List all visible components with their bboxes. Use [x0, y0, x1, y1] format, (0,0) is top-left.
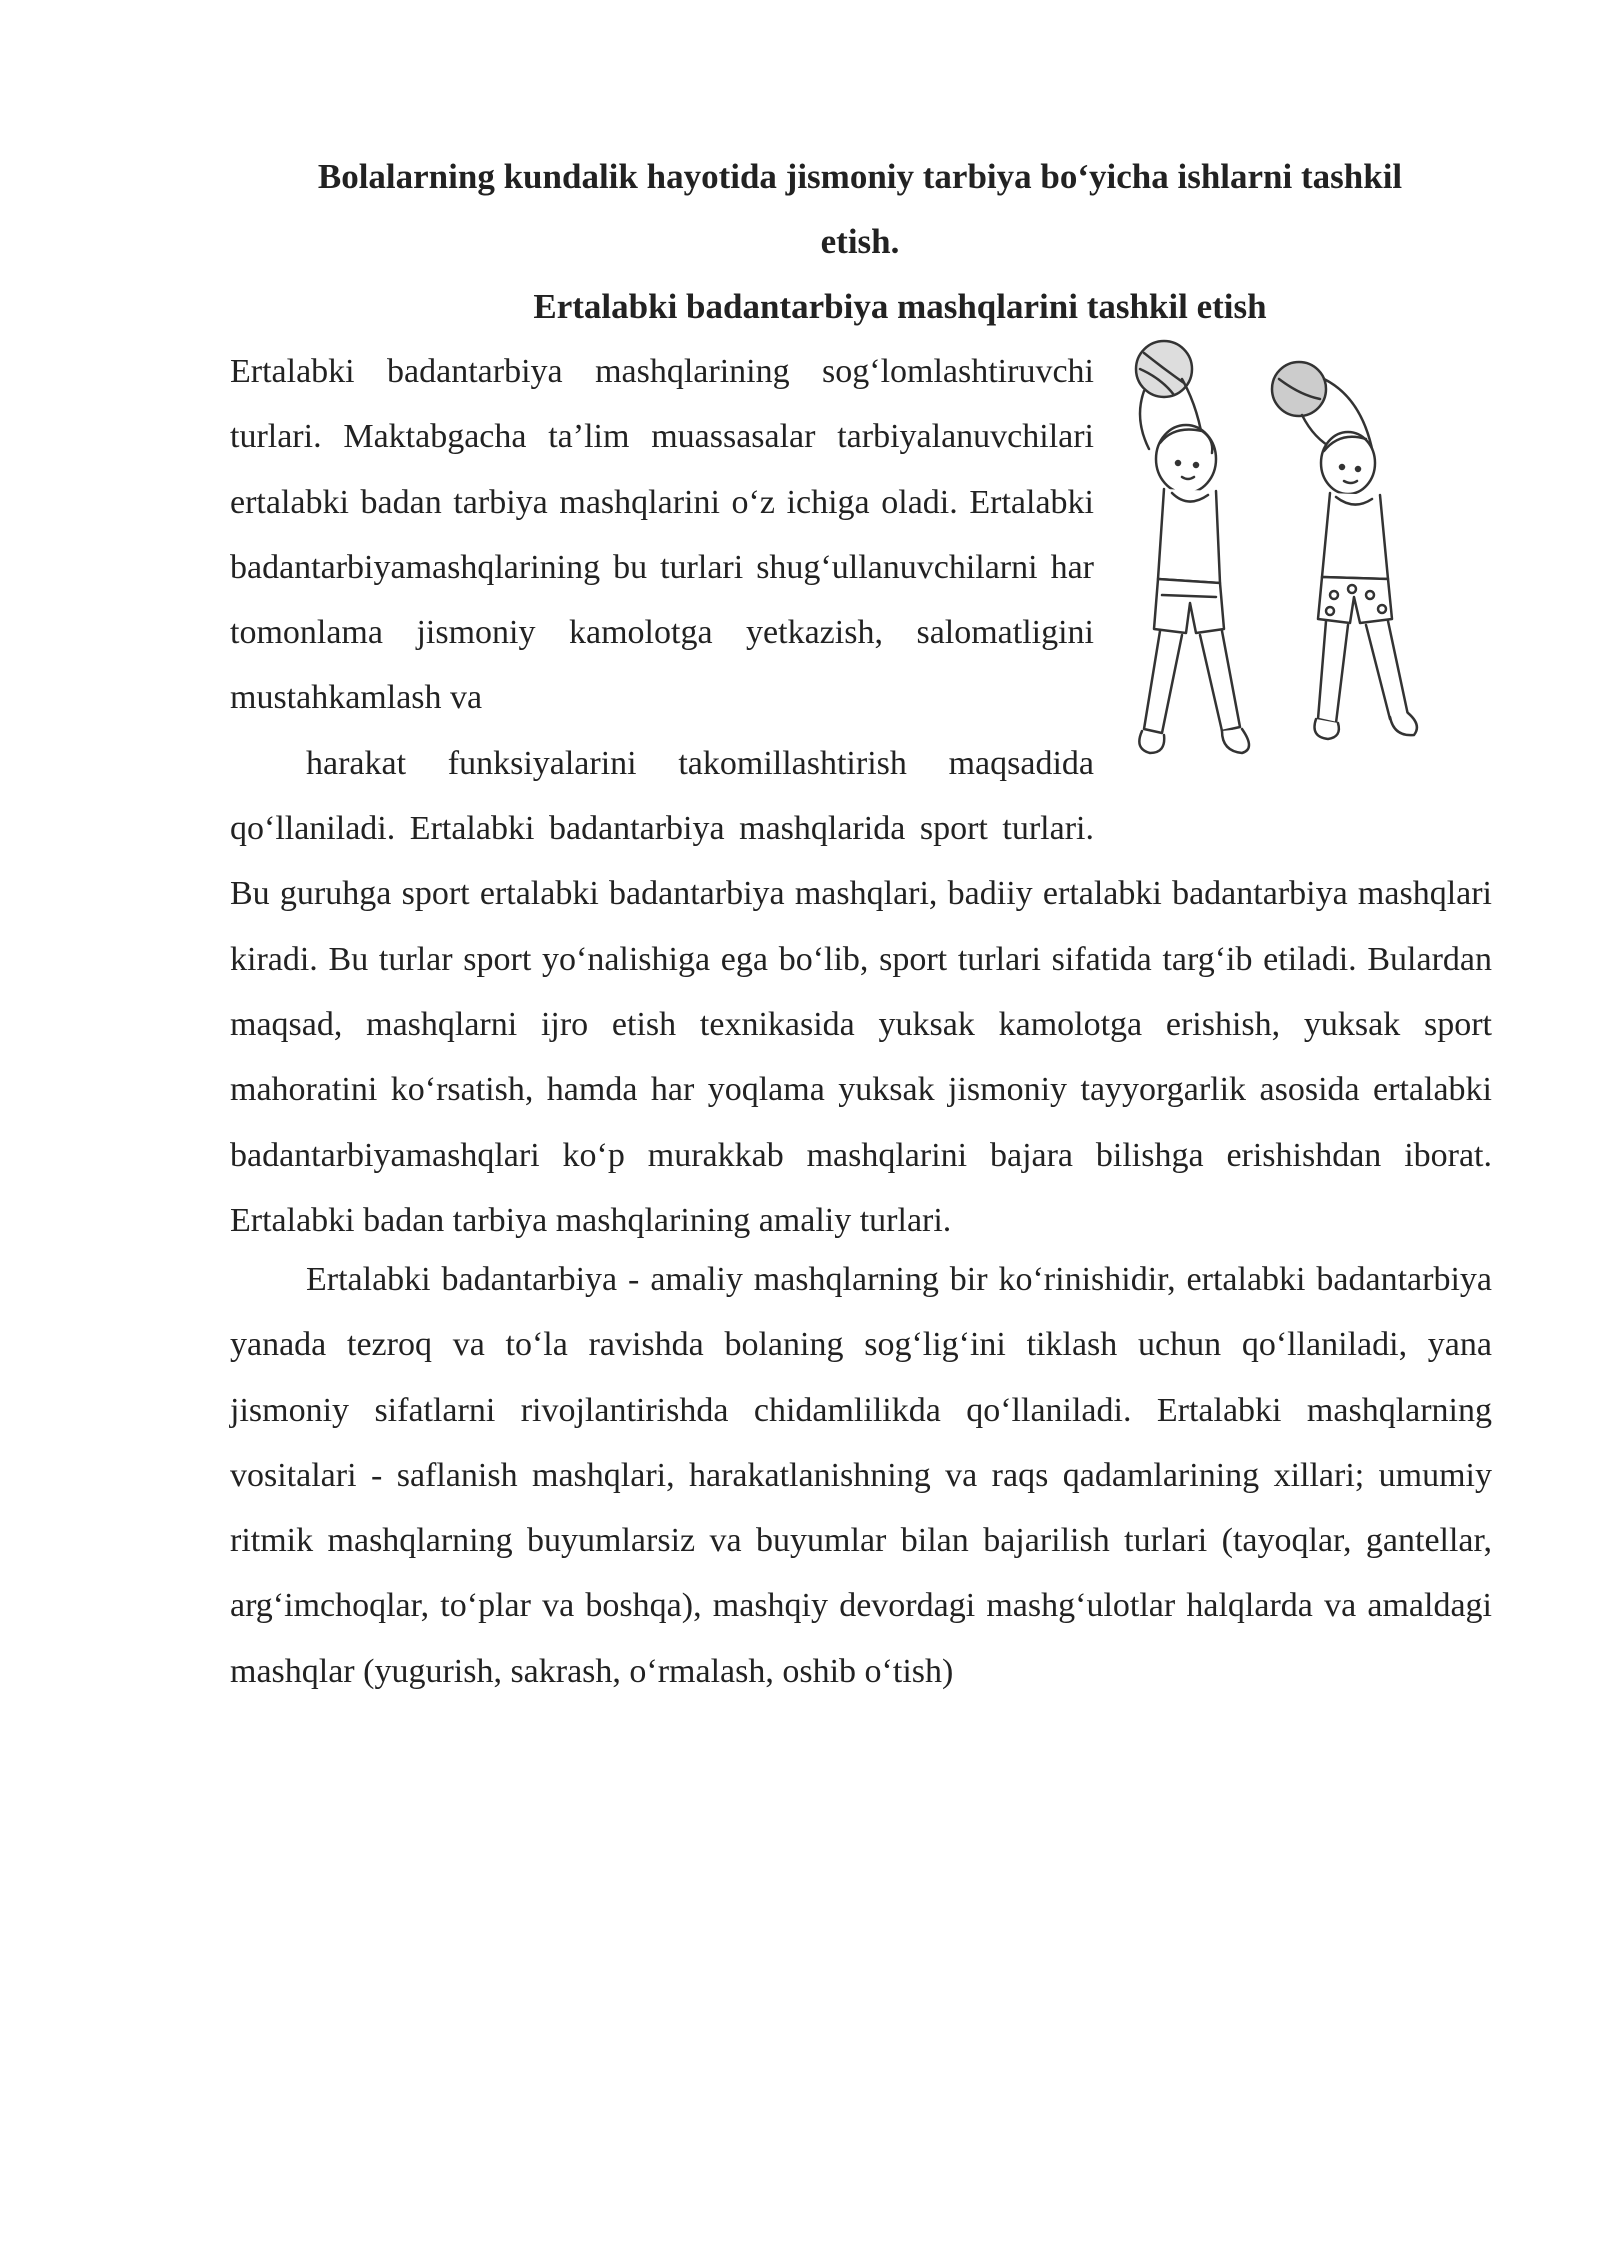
document-title-line-2: etish.: [820, 222, 900, 261]
paragraph-1-text-part-2: harakat funksiyalarini takomillashtirish maqsadida qo‘llaniladi. Ertalabki badantarbiya mashqlarida sport turlari. Bu guruhga sport ertalabki badantarbiya mashqlari, badiiy ertalabki badantarbiya mashqlari kiradi. Bu turlar sport yo‘nalishiga ega bo‘lib, sport turlari sifatida targ‘ib etiladi. Bulardan maqsad, mashqlarni ijro etish texnikasida yuksak kamolotga erishish, yuksak sport mahoratini ko‘rsatish, hamda har yoqlama yuksak jismoniy tayyorgarlik asosida ertalabki badantarbiyamashqlari ko‘p murakkab mashqlarini bajara bilishga erishishdan iborat. Ertalabki badan tarbiya mashqlarining amaliy turlari.: [230, 744, 1492, 1239]
paragraph-2: [230, 1247, 1492, 1704]
paragraph-1: [230, 339, 1492, 1253]
children-exercise-illustration-icon: [1104, 339, 1492, 797]
paragraph-1-text-part-1: Ertalabki badantarbiya mashqlarining sog‘lomlashtiruvchi turlari. Maktabgacha ta’lim muassasalar tarbiyalanuvchilari ertalabki badan tarbiya mashqlarini o‘z ichiga oladi. Ertalabki badantarbiyamashqlarining bu turlari shug‘ullanuvchilarni har tomonlama jismoniy kamolotga yetkazish, salomatligini mustahkamlash va: [230, 353, 1094, 717]
document-title-line-1: Bolalarning kundalik hayotida jismoniy tarbiya bo‘yicha ishlarni tashkil: [317, 157, 1403, 196]
paragraph-2-text: Ertalabki badantarbiya - amaliy mashqlarning bir ko‘rinishidir, ertalabki badantarbiya yanada tezroq va to‘la ravishda bolaning sog‘lig‘ini tiklash uchun qo‘llaniladi, yana jismoniy sifatlarni rivojlantirishda chidamlilikda qo‘llaniladi. Ertalabki mashqlarning vositalari - saflanish mashqlari, harakatlanishning va raqs qadamlarining xillari; umumiy ritmik mashqlarning buyumlarsiz va buyumlar bilan bajarilish turlari (tayoqlar, gantellar, arg‘imchoqlar, to‘plar va boshqa), mashqiy devordagi mashg‘ulotlar halqlarda va amaldagi mashqlar (yugurish, sakrash, o‘rmalash, oshib o‘tish): [230, 1261, 1492, 1690]
section-subtitle: Ertalabki badantarbiya mashqlarini tashkil etish: [533, 287, 1267, 326]
